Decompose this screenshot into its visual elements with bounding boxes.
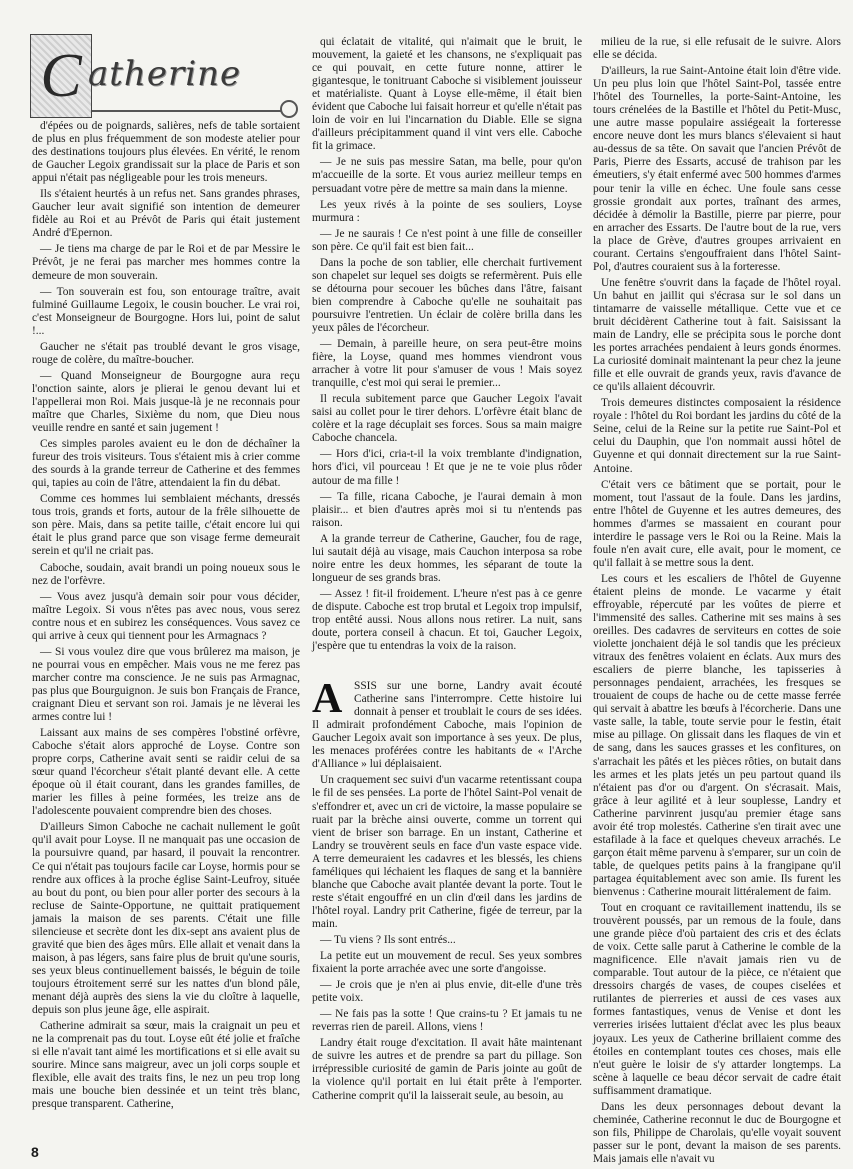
paragraph: Comme ces hommes lui semblaient méchants, dressés tous trois, grands et forts, autour de la frêle silhouette de son père. Mais, dans sa petite taille, c'était encore lui qui était le plus grand parce que son visage ferme demeurait serein et qu'il ne criait pas.: [32, 493, 300, 558]
paragraph: SSIS sur une borne, Landry avait écouté Catherine sans l'interrompre. Cette histoire lui donnait à penser et troublait le cours de ses idées. Il admirait profondément Caboche, mais l'opinion de Gaucher Legoix avait son importance à ses yeux. De plus, les menaces proférées contre les habitants de « l'Arche d'Alliance » lui déplaisaient.: [312, 680, 582, 771]
section-start: [312, 676, 582, 1102]
paragraph: Catherine admirait sa sœur, mais la craignait un peu et ne la comprenait pas du tout. Loyse eût été jolie et fraîche si elle n'avait tant aimé les mortifications et si elle avait su sourire. Mince sans maigreur, avec un joli corps souple et flexible, elle avait des traits fins, le nez un peu trop long mais une bouche bien dessinée et un teint très blanc, presque transparent. Catherine,: [32, 1020, 300, 1111]
section-break: [312, 656, 582, 680]
paragraph: — Je tiens ma charge de par le Roi et de par Messire le Prévôt, je ne ferai pas marcher mes hommes contre la demeure de mon souverain.: [32, 243, 300, 282]
paragraph: Landry était rouge d'excitation. Il avait hâte maintenant de suivre les autres et de prendre sa part du pillage. Son irrépressible curiosité de gamin de Paris jointe au goût de la violence qu'il portait en lui était prête à l'emporter. Catherine comprit qu'il la laisserait seule, au besoin, au: [312, 1037, 582, 1102]
paragraph: Une fenêtre s'ouvrit dans la façade de l'hôtel royal. Un bahut en jaillit qui s'écrasa sur le sol dans un tintamarre de vaisselle métallique. Cette vue et ce bruit décidèrent Catherine tout à fait. Saisissant la main de Landry, elle se précipita sous le porche dont les portes arrachées pendaient à leurs gonds énormes. La curiosité dominait maintenant la peur chez la jeune fille et elle ouvrait de grands yeux, ravis d'avance de ce qu'ils allaient découvrir.: [593, 276, 841, 394]
paragraph: Il recula subitement parce que Gaucher Legoix l'avait saisi au collet pour le tirer dehors. L'orfèvre était blanc de colère et la rage décuplait ses forces. Sous sa main maigre Caboche chancela.: [312, 393, 582, 445]
paragraph: d'épées ou de poignards, salières, nefs de table sortaient de plus en plus fréquemment de son modeste atelier pour des destinations toujours plus élevées. En vérité, le renom de Gaucher Legoix grandissait sur la place de Paris et son appui n'était pas négligeable pour les trois meneurs.: [32, 120, 300, 185]
paragraph: Caboche, soudain, avait brandi un poing noueux sous le nez de l'orfèvre.: [32, 561, 300, 587]
text-column-3: [593, 36, 841, 1169]
paragraph: Gaucher ne s'était pas troublé devant le gros visage, rouge de colère, du maître-boucher.: [32, 340, 300, 366]
paragraph: — Je ne suis pas messire Satan, ma belle, pour qu'on m'accueille de la sorte. Et vous auriez meilleur temps en persuadant votre père de mettre sa main dans la mienne.: [312, 156, 582, 195]
ornament-flourish: [92, 96, 292, 112]
paragraph: Les yeux rivés à la pointe de ses souliers, Loyse murmura :: [312, 198, 582, 224]
paragraph: — Quand Monseigneur de Bourgogne aura reçu l'onction sainte, alors je plierai le genou devant lui et l'appellerai mon Roi. Mais jusque-là je ne reconnais pour maître que Charles, Sixième du nom, que Dieu nous veuille rendre en santé et sain jugement !: [32, 369, 300, 435]
paragraph: Ces simples paroles avaient eu le don de déchaîner la fureur des trois visiteurs. Tous s'étaient mis à crier comme des sourds à la grande terreur de Catherine et des femmes qui, tapies au coin de l'âtre, attendaient la fin du débat.: [32, 438, 300, 490]
ornamental-drop-cap: C: [30, 34, 92, 118]
paragraph: La petite eut un mouvement de recul. Ses yeux sombres fixaient la porte arrachée avec une sorte d'angoisse.: [312, 950, 582, 976]
paragraph: — Ton souverain est fou, son entourage traître, avait fulminé Guillaume Legoix, le cousin boucher. Le vrai roi, c'est Monseigneur de Bourgogne. Hors lui, point de salut !...: [32, 285, 300, 337]
paragraph: — Hors d'ici, cria-t-il la voix tremblante d'indignation, hors d'ici, vil pourceau ! Et que je ne te voie plus rôder autour de ma fille !: [312, 448, 582, 487]
paragraph: — Je crois que je n'en ai plus envie, dit-elle d'une très petite voix.: [312, 979, 582, 1005]
paragraph: D'ailleurs Simon Caboche ne cachait nullement le goût qu'il avait pour Loyse. Il ne manquait pas une occasion de la poursuivre quand, par hasard, il pouvait la rencontrer. Ce qui n'était pas toujours facile car Loyse, hormis pour se rendre aux offices à la proche église Saint-Leufroy, située au bout du pont, ou bien pour aller porter des secours à la recluse de Sainte-Opportune, ne quittait pratiquement jamais la maison de ses parents. C'était une fille silencieuse et secrète dont les dix-sept ans avaient plus de gravité que bien des âges mûrs. Elle allait et venait dans la maison, à pas légers, sans faire plus de bruit qu'une souris, ses yeux bleus continuellement baissés, le béguin de toile toujours étroitement serré sur les nattes d'un blond pâle, menant déjà auprès des siens la vie du cloître à laquelle, depuis son plus jeune âge, elle aspirait.: [32, 821, 300, 1017]
paragraph: — Demain, à pareille heure, on sera peut-être moins fière, la Loyse, quand mes hommes viendront vous arracher à votre lit pour s'amuser de vous ! Mais soyez tranquille, c'est moi qui serai le premier...: [312, 338, 582, 390]
text-column-2: [312, 36, 582, 1106]
paragraph: Trois demeures distinctes composaient la résidence royale : l'hôtel du Roi bordant les jardins du côté de la Seine, celui de la Reine sur la petite rue Saint-Pol et celui du Dauphin, que l'on nommait aussi hôtel de Guyenne et qui donnait directement sur la rue Saint-Antoine.: [593, 397, 841, 475]
page-number: 8: [31, 1144, 39, 1160]
paragraph: Ils s'étaient heurtés à un refus net. Sans grandes phrases, Gaucher leur avait signifié son intention de demeurer fidèle au Roi et au Prévôt de Paris qui était justement André d'Epernon.: [32, 188, 300, 240]
paragraph: Laissant aux mains de ses compères l'obstiné orfèvre, Caboche s'était alors approché de Loyse. Contre son propre corps, Catherine avait senti se raidir celui de sa sœur quand l'écorcheur s'était planté devant elle. A cette époque où il était courant, dans les grandes familles, de marier les filles à peine formées, les treize ans de l'adolescente pouvaient comprendre bien des choses.: [32, 727, 300, 818]
paragraph: C'était vers ce bâtiment que se portait, pour le moment, tout l'assaut de la foule. Dans les jardins, entre l'hôtel de Guyenne et les autres demeures, des hommes d'armes se massaient en courant pour interdire le passage vers le Roi ou la Reine. Mais la foule n'en avait cure, elle avait, pour le moment, ce qu'il fallait à se mettre sous la dent.: [593, 478, 841, 569]
paragraph: qui éclatait de vitalité, qui n'aimait que le bruit, le mouvement, la gaieté et les chansons, ne s'expliquait pas ce qui pouvait, en cette future nonne, attirer le gigantesque, le tonitruant Caboche si visiblement jouisseur et matérialiste. Quant à Loyse elle-même, il était bien évident que Caboche lui faisait horreur et qu'elle n'était pas loin de voir en lui l'incarnation du Diable. Elle se signa d'ailleurs précipitamment quand il vint vers elle. Caboche fit la grimace.: [312, 36, 582, 153]
paragraph: — Si vous voulez dire que vous brûlerez ma maison, je ne pourrai vous en empêcher. Mais vous ne me ferez pas marcher contre ma conscience. Je ne suis pas Armagnac, pas plus que Bourguignon. Je suis bon Français de France, craignant Dieu et servant son roi. Jamais je ne lèverai les armes contre lui !: [32, 645, 300, 724]
paragraph: — Tu viens ? Ils sont entrés...: [320, 934, 456, 946]
paragraph: — Ne fais pas la sotte ! Que crains-tu ? Et jamais tu ne reverras rien de pareil. Allons, viens !: [312, 1008, 582, 1034]
paragraph: — Vous avez jusqu'à demain soir pour vous décider, maître Legoix. Si vous n'êtes pas avec nous, vous serez contre nous et en subirez les conséquences. Vous savez ce qui arrive à ceux qui tiennent pour les Armagnacs ?: [32, 590, 300, 642]
paragraph: Tout en croquant ce ravitaillement inattendu, ils se trouvèrent poussés, par un remous de la foule, dans une grande pièce d'où partaient des cris et des éclats de voix. Cette salle parut à Catherine le comble de la magnificence. Elle n'avait jamais rien vu de comparable. Tout autour de la pièce, ce n'étaient que dressoirs chargés de vases, de coupes ciselées et rutilantes de pierreries et aussi de ces vases aux formes fantastiques, venus de Venise et dont les verreries irisées luttaient d'éclat avec les plus beaux joyaux. Les yeux de Catherine brillaient comme des étoiles en contemplant toutes ces choses, mais elle n'eut guère le loisir de s'y attarder longtemps. La scène à laquelle ce beau décor servait de cadre était suffisamment dramatique.: [593, 902, 841, 1097]
paragraph: Dans la poche de son tablier, elle cherchait furtivement son chapelet sur lequel ses doigts se refermèrent. Puis elle se détourna pour secouer les bûches dans l'âtre, faisant bien comprendre à Caboche qu'elle ne souhaitait pas poursuivre l'entretien. Un éclair de colère brilla dans les yeux pâles de l'écorcheur.: [312, 256, 582, 334]
paragraph: Un craquement sec suivi d'un vacarme retentissant coupa le fil de ses pensées. La porte de l'hôtel Saint-Pol venait de s'effondrer et, avec un cri de victoire, la masse populaire se ruait par la brèche ainsi ouverte, comme un torrent qui vient de briser son barrage. En un instant, Catherine et Landry se trouvèrent seuls en face d'un vaste espace vide. A terre demeuraient les cadavres et les blessés, les chiens faméliques qui léchaient les flaques de sang et la bannière blanche que Caboche avait plantée devant la porte. Tout le reste s'était engouffré en un clin d'œil dans les jardins de l'hôtel royal. Landry prit Catherine, figée de terreur, par la main.: [312, 774, 582, 930]
paragraph: D'ailleurs, la rue Saint-Antoine était loin d'être vide. Un peu plus loin que l'hôtel Saint-Pol, tassée entre l'hôtel des Tournelles, la porte-Saint-Antoine, les tours crénelées de la Bastille et l'hôtel du Petit-Musc, une autre masse populaire assiégeait la forteresse encore neuve dont les murs blancs s'élevaient si haut au-dessus de sa tête. On savait que l'ancien Prévôt de Paris, Pierre des Essarts, accusé de trahison par les émeutiers, s'y était enfermé avec 500 hommes d'armes pour tenir la ville en échec. Une foule sans cesse grossie grondait aux portes, traînant des armes, décidée à démolir la Bastille, pierre par pierre, pour en arracher des Essarts. De l'autre bout de la rue, vers la place de Grève, d'autres groupes arrivaient en courant. Certains s'engouffraient dans l'hôtel Saint-Pol, d'autres couraient sus à la forteresse.: [593, 65, 841, 273]
section-drop-cap: A: [312, 676, 343, 723]
paragraph: — Je ne saurais ! Ce n'est point à une fille de conseiller son père. Ce qu'il fait est bien fait...: [312, 227, 582, 253]
paragraph: — Assez ! fit-il froidement. L'heure n'est pas à ce genre de dispute. Caboche est trop brutal et Legoix trop impulsif, trop entêté aussi. Nous allons nous retirer. La nuit, sans doute, portera conseil à chacun. Et toi, Gaucher Legoix, j'espère que tu entendras la voix de la raison.: [312, 587, 582, 653]
text-column-1: [32, 120, 300, 1114]
paragraph: Dans les deux personnages debout devant la cheminée, Catherine reconnut le duc de Bourgogne et son fils, Philippe de Charolais, qu'elle voyait souvent passer sur le pont, devant la maison de ses parents. Mais jamais elle n'avait vu: [593, 1100, 841, 1165]
paragraph: — Ta fille, ricana Caboche, je l'aurai demain à mon plaisir... et bien d'autres après moi si tu n'entends pas raison.: [312, 490, 582, 529]
paragraph: A la grande terreur de Catherine, Gaucher, fou de rage, lui sautait déjà au visage, mais Cauchon interposa sa robe noire entre les deux hommes, les séparant de toute la longueur de ses grands bras.: [312, 532, 582, 584]
chapter-header: [30, 34, 300, 118]
paragraph: Les cours et les escaliers de l'hôtel de Guyenne étaient pleins de monde. Le vacarme y était effroyable, répercuté par les voûtes de pierre et l'immensité des salles. Catherine mit ses mains à ses oreilles. Des cadavres de serviteurs en cottes de soie violette jonchaient déjà le sol tandis que les précieux vitraux des fenêtres volaient en éclats. Aux murs des escaliers de pierre blanche, les tapisseries à personnages pendaient, arrachées, les fresques se trouaient de coups de hache ou de cette masse ferrée qui servait à abattre les bœufs à l'écorcherie. Dans une vaste salle, la table, toute servie pour le festin, était mise au pillage. On glissait dans les flaques de vin et de sang, dans les sauces grasses et les confitures, on s'arrachait les pâtés et les pièces rôties, on butait dans les armes et les plats jetés un peu partout quand ils n'étaient pas d'or ou d'argent. On s'écrasait. Mais, grâce à leur agilité et à leur souplesse, Landry et Catherine parvinrent jusqu'au premier étage sans avoir été trop molestés. Catherine s'en tirait avec une estafilade à la face et quelques cheveux arrachés. Le garçon était même parvenu à s'emparer, sur un coin de table, de quelques petits pains à la frangipane qu'il partagea équitablement avec son amie. Ils furent les bienvenus : Catherine mourait littéralement de faim.: [593, 572, 841, 898]
chapter-title: atherine: [88, 54, 242, 94]
paragraph: milieu de la rue, si elle refusait de le suivre. Alors elle se décida.: [593, 36, 841, 62]
